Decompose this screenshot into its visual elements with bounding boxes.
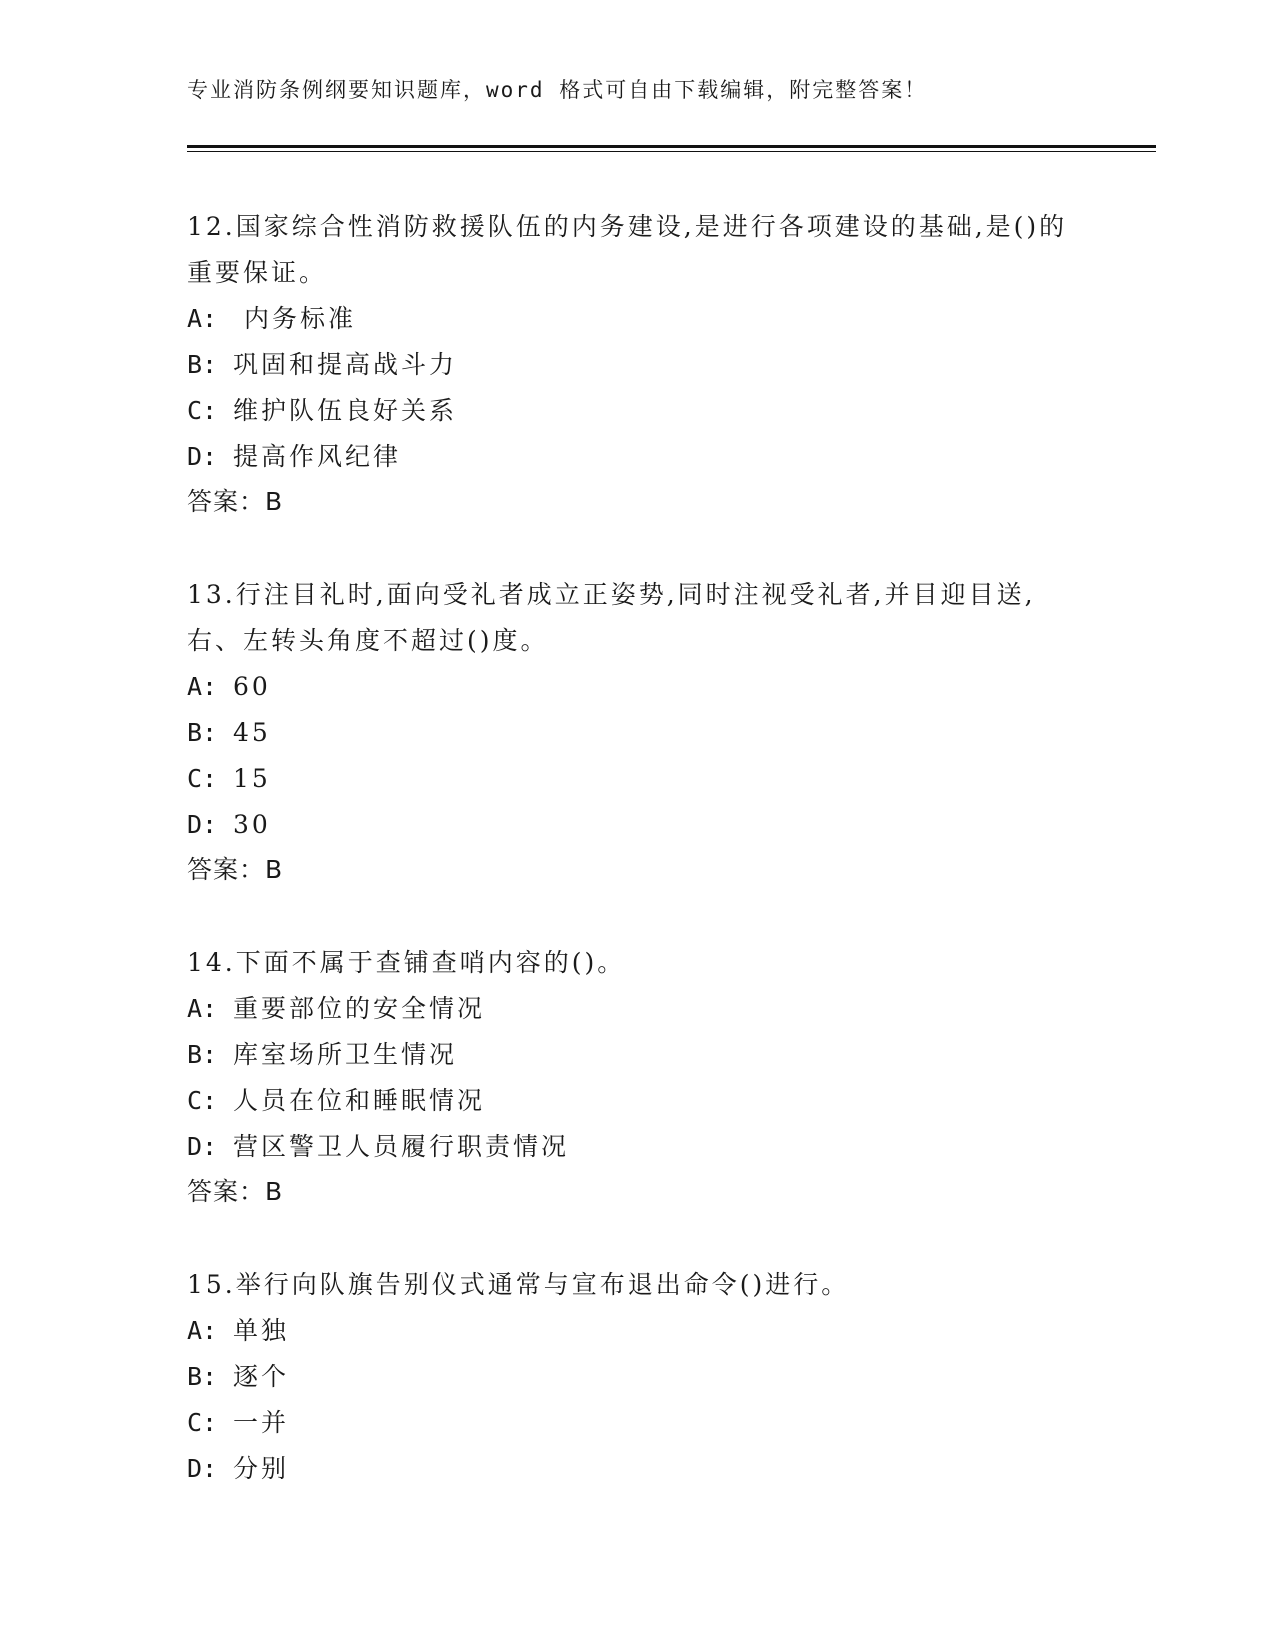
option-text: 60 <box>233 672 271 701</box>
option-text: 内务标准 <box>233 304 356 333</box>
answer: 答案：B <box>187 855 284 884</box>
option-text: 一并 <box>233 1408 290 1437</box>
option-c <box>187 756 1087 802</box>
option-key: D: <box>187 810 218 839</box>
option-d <box>187 434 1087 480</box>
option-key: D: <box>187 1132 218 1161</box>
option-key: A: <box>187 1316 218 1345</box>
option-c <box>187 1078 1087 1124</box>
option-key: C: <box>187 396 218 425</box>
question-list <box>187 204 1087 1540</box>
header-rule-thin <box>187 151 1156 152</box>
option-d <box>187 1446 1087 1492</box>
option-a <box>187 986 1087 1032</box>
option-key: A: <box>187 994 218 1023</box>
option-text: 15 <box>233 764 271 793</box>
option-text: 维护队伍良好关系 <box>233 396 458 425</box>
option-key: B: <box>187 718 218 747</box>
option-b <box>187 342 1087 388</box>
question-stem: 12.国家综合性消防救援队伍的内务建设,是进行各项建设的基础,是()的重要保证。 <box>187 212 1068 287</box>
header-rule-thick <box>187 145 1156 148</box>
option-key: A: <box>187 304 218 333</box>
option-key: B: <box>187 1362 218 1391</box>
option-text: 分别 <box>233 1454 290 1483</box>
question-14 <box>187 940 1087 1214</box>
question-stem: 13.行注目礼时,面向受礼者成立正姿势,同时注视受礼者,并目迎目送,右、左转头角度不超过()度。 <box>187 580 1036 655</box>
option-text: 45 <box>233 718 271 747</box>
option-a <box>187 296 1087 342</box>
question-12 <box>187 204 1087 524</box>
option-text: 重要部位的安全情况 <box>233 994 486 1023</box>
option-c <box>187 388 1087 434</box>
option-key: B: <box>187 350 218 379</box>
option-key: B: <box>187 1040 218 1069</box>
question-stem: 15.举行向队旗告别仪式通常与宣布退出命令()进行。 <box>187 1270 850 1299</box>
option-d <box>187 802 1087 848</box>
option-b <box>187 1032 1087 1078</box>
option-c <box>187 1400 1087 1446</box>
option-key: C: <box>187 1086 218 1115</box>
option-text: 巩固和提高战斗力 <box>233 350 458 379</box>
answer: 答案：B <box>187 1177 284 1206</box>
option-a <box>187 1308 1087 1354</box>
question-13 <box>187 572 1087 892</box>
option-text: 人员在位和睡眠情况 <box>233 1086 486 1115</box>
option-b <box>187 710 1087 756</box>
option-a <box>187 664 1087 710</box>
option-key: A: <box>187 672 218 701</box>
option-text: 逐个 <box>233 1362 290 1391</box>
option-text: 单独 <box>233 1316 290 1345</box>
option-text: 库室场所卫生情况 <box>233 1040 458 1069</box>
question-15 <box>187 1262 1087 1492</box>
question-stem: 14.下面不属于查铺查哨内容的()。 <box>187 948 626 977</box>
option-text: 营区警卫人员履行职责情况 <box>233 1132 570 1161</box>
option-key: D: <box>187 442 218 471</box>
option-key: D: <box>187 1454 218 1483</box>
answer: 答案：B <box>187 487 284 516</box>
option-d <box>187 1124 1087 1170</box>
option-text: 提高作风纪律 <box>233 442 402 471</box>
document-header: 专业消防条例纲要知识题库，word 格式可自由下载编辑，附完整答案！ <box>187 78 928 102</box>
option-b <box>187 1354 1087 1400</box>
option-key: C: <box>187 1408 218 1437</box>
option-text: 30 <box>233 810 271 839</box>
option-key: C: <box>187 764 218 793</box>
